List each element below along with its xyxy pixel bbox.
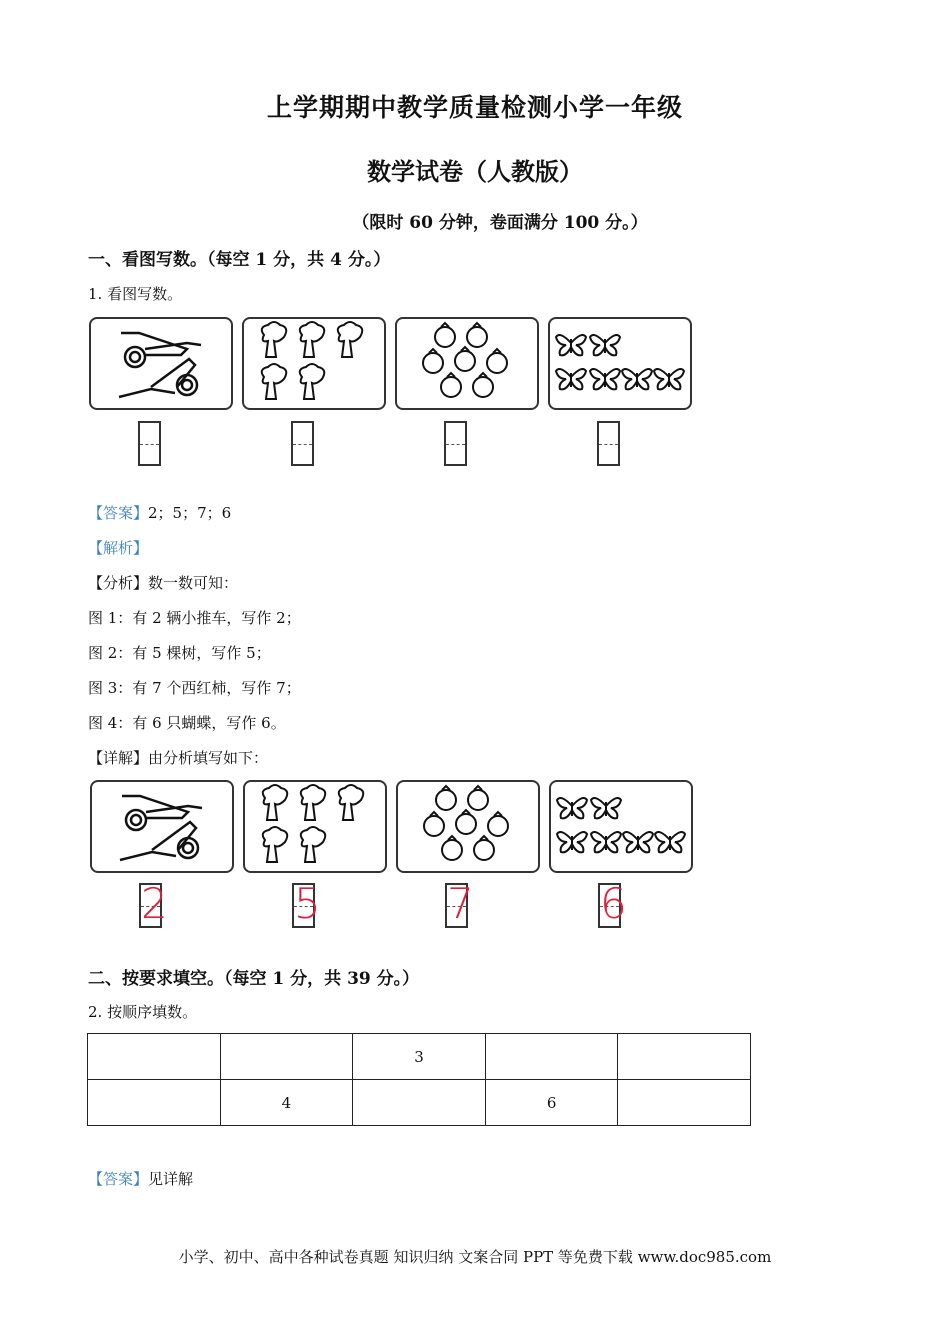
butterfly-panel — [548, 317, 692, 410]
answer-line-2 — [88, 1168, 193, 1189]
answer-box-2[interactable] — [291, 421, 314, 466]
tree-icon — [244, 319, 384, 408]
exam-note: （限时 60 分钟，卷面满分 100 分。） — [352, 213, 648, 233]
tree-panel — [243, 780, 387, 873]
filled-digit-box-1 — [139, 879, 168, 928]
filled-digit: 2 — [141, 879, 168, 928]
table-cell[interactable] — [88, 1034, 221, 1080]
table-cell: 6 — [485, 1080, 618, 1126]
filled-digit: 6 — [600, 879, 627, 928]
butterfly-icon — [550, 319, 690, 408]
filled-digit: 5 — [294, 879, 321, 928]
analysis-line: 图 1：有 2 辆小推车，写作 2； — [88, 609, 301, 627]
tree-icon — [245, 782, 385, 871]
analysis-line: 图 2：有 5 棵树，写作 5； — [88, 644, 271, 662]
table-cell[interactable] — [485, 1034, 618, 1080]
analysis-line: 图 4：有 6 只蝴蝶，写作 6。 — [88, 714, 286, 732]
filled-digit-box-3 — [445, 879, 474, 928]
question-2-label: 2. 按顺序填数。 — [88, 1003, 198, 1021]
analysis-line: 【详解】由分析填写如下： — [88, 749, 269, 767]
table-row — [88, 1034, 751, 1080]
sequence-table — [87, 1033, 751, 1126]
answer-box-4[interactable] — [597, 421, 620, 466]
wheelbarrow-panel — [90, 780, 234, 873]
table-row — [88, 1080, 751, 1126]
filled-digit-box-4 — [598, 879, 627, 928]
wheelbarrow-panel — [89, 317, 233, 410]
wheelbarrow-icon — [92, 782, 232, 871]
table-cell[interactable] — [220, 1034, 353, 1080]
answer-box-1[interactable] — [138, 421, 161, 466]
analysis-line: 图 3：有 7 个西红柿，写作 7； — [88, 679, 301, 697]
answer-text: 见详解 — [148, 1170, 194, 1188]
tomato-panel — [395, 317, 539, 410]
answer-text: 2；5；7；6 — [148, 504, 232, 522]
table-cell[interactable] — [353, 1080, 486, 1126]
table-cell: 3 — [353, 1034, 486, 1080]
butterfly-icon — [551, 782, 691, 871]
section-2-heading: 二、按要求填空。（每空 1 分，共 39 分。） — [88, 969, 420, 989]
footer-text: 小学、初中、高中各种试卷真题 知识归纳 文案合同 PPT 等免费下载 www.doc985.com — [178, 1248, 772, 1266]
section-1-heading: 一、看图写数。（每空 1 分，共 4 分。） — [88, 250, 391, 270]
page-title: 上学期期中教学质量检测小学一年级 — [266, 93, 683, 122]
tomato-panel — [396, 780, 540, 873]
page-subtitle: 数学试卷（人教版） — [367, 157, 583, 186]
table-cell[interactable] — [88, 1080, 221, 1126]
wheelbarrow-icon — [91, 319, 231, 408]
tree-panel — [242, 317, 386, 410]
tomato-icon — [397, 319, 537, 408]
filled-digit-box-2 — [292, 879, 321, 928]
table-cell[interactable] — [618, 1080, 751, 1126]
tomato-icon — [398, 782, 538, 871]
table-cell[interactable] — [618, 1034, 751, 1080]
table-cell: 4 — [220, 1080, 353, 1126]
filled-digit: 7 — [447, 879, 474, 928]
answer-line-1 — [88, 502, 231, 523]
answer-tag: 【答案】 — [88, 1170, 149, 1188]
analysis-tag: 【解析】 — [88, 539, 149, 557]
answer-box-3[interactable] — [444, 421, 467, 466]
analysis-line: 【分析】数一数可知： — [88, 574, 239, 592]
question-1-label: 1. 看图写数。 — [88, 285, 183, 303]
butterfly-panel — [549, 780, 693, 873]
answer-tag: 【答案】 — [88, 504, 149, 522]
